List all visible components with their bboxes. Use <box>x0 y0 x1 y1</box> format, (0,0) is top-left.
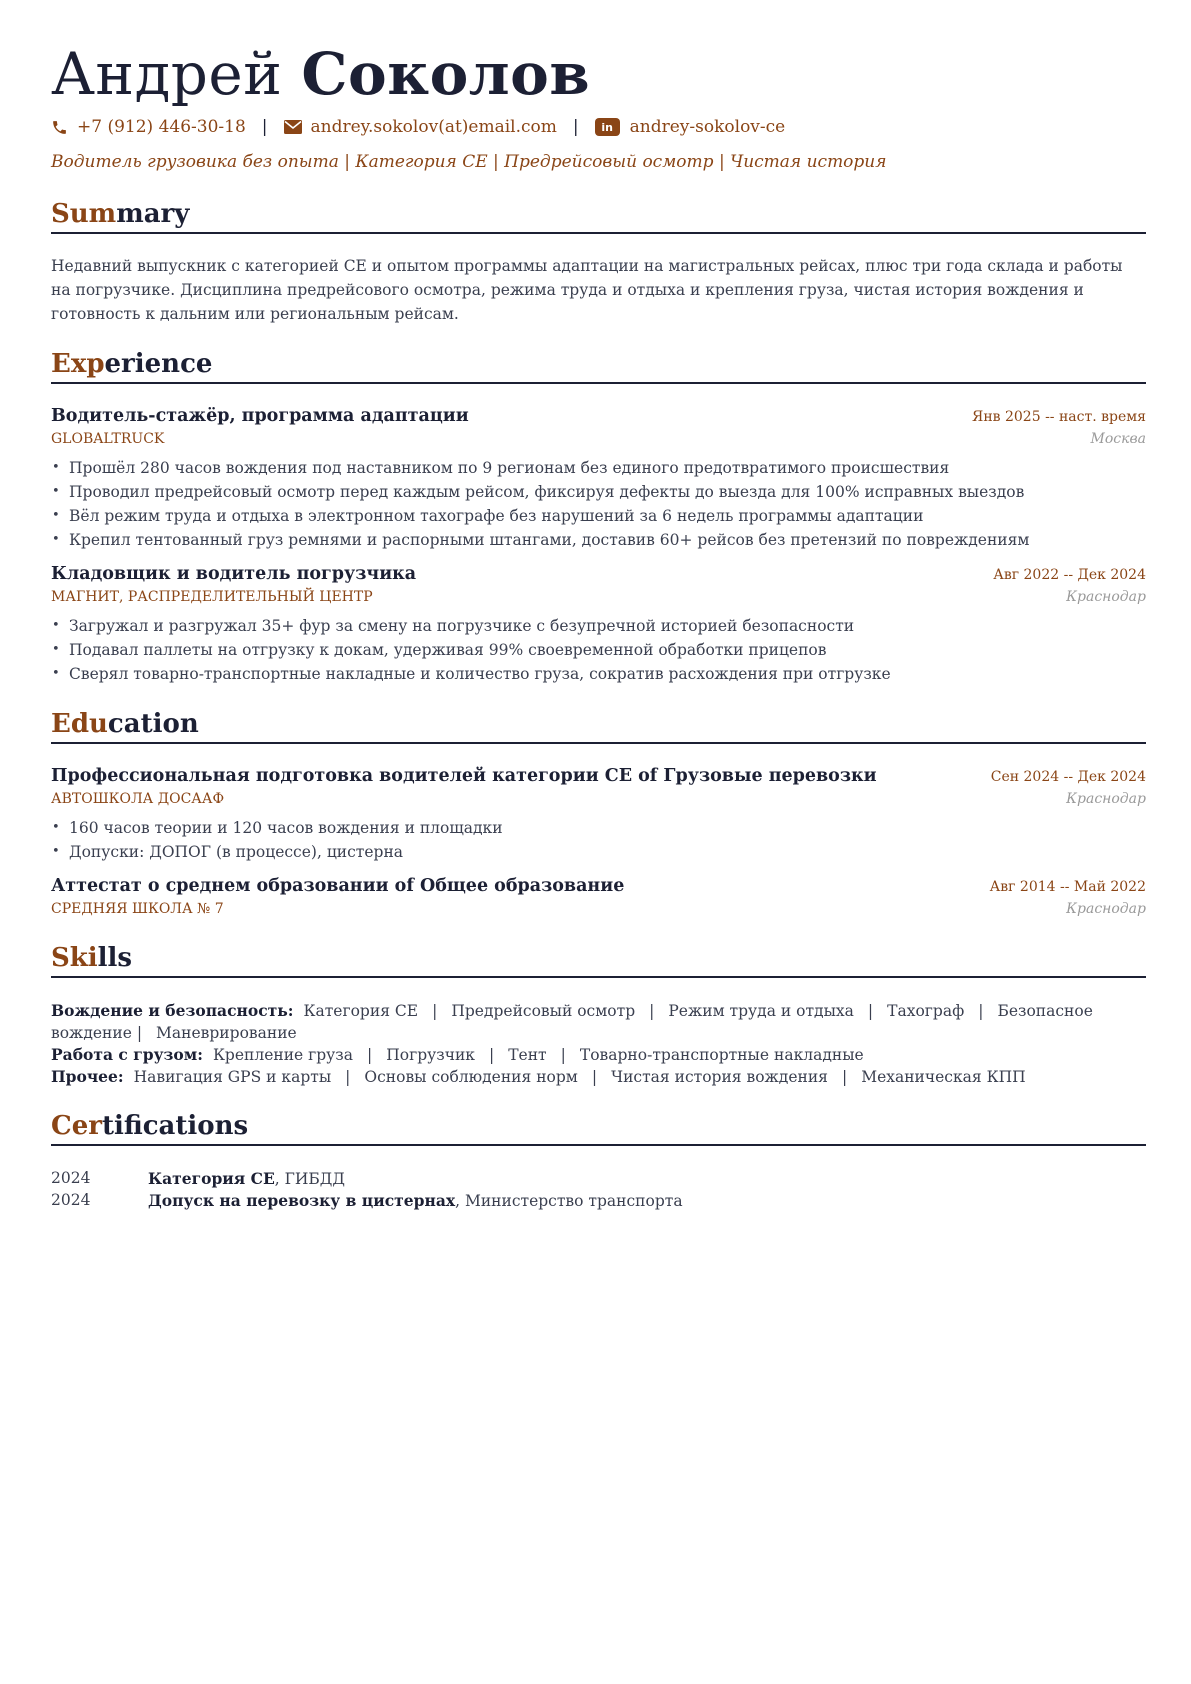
certification-issuer: , Министерство транспорта <box>455 1192 683 1210</box>
skill-separator: | <box>345 1068 351 1086</box>
skill-group <box>51 1066 1146 1088</box>
section-heading-skills <box>51 942 1146 978</box>
achievement-item: • Крепил тентованный груз ремнями и распорными штангами, доставив 60+ рейсов без претензий по повреждениям <box>51 528 1146 552</box>
heading-accent: Exp <box>51 349 105 379</box>
experience-entry <box>51 562 1146 686</box>
achievement-list <box>51 456 1146 552</box>
achievement-item: • Сверял товарно-транспортные накладные и количество груза, сократив расхождения при отгрузке <box>51 662 1146 686</box>
certification-name: Допуск на перевозку в цистернах <box>148 1191 456 1210</box>
section-heading-certifications <box>51 1110 1146 1146</box>
achievement-item: • Вёл режим труда и отдыха в электронном тахографе без нарушений за 6 недель программы адаптации <box>51 504 1146 528</box>
job-title: Водитель-стажёр, программа адаптации <box>51 406 469 426</box>
certification-item <box>51 1168 1146 1190</box>
skill-separator: | <box>560 1046 566 1064</box>
skill-item: Категория CE <box>303 1002 419 1020</box>
heading-rest: mary <box>116 199 190 229</box>
education-details <box>51 816 1146 864</box>
institution: АВТОШКОЛА ДОСААФ <box>51 791 225 807</box>
email-contact[interactable] <box>284 117 557 137</box>
last-name: Соколов <box>301 40 591 108</box>
skill-item: Тент <box>508 1046 547 1064</box>
heading-rest: lls <box>97 943 133 973</box>
skill-separator: | <box>978 1002 984 1020</box>
achievement-item: • Прошёл 280 часов вождения под наставником по 9 регионам без единого предотвратимого происшествия <box>51 456 1146 480</box>
phone-icon <box>51 119 68 136</box>
certification-issuer: , ГИБДД <box>274 1170 346 1188</box>
skill-separator: | <box>867 1002 874 1020</box>
date-range: Авг 2014 -- Май 2022 <box>989 879 1146 895</box>
education-entry <box>51 874 1146 920</box>
phone-number: +7 (912) 446-30-18 <box>77 117 246 137</box>
skill-item: Маневрирование <box>156 1024 297 1042</box>
section-heading-education <box>51 708 1146 744</box>
location: Краснодар <box>1066 901 1146 917</box>
skill-group-label: Вождение и безопасность: <box>51 1001 294 1020</box>
headline-tagline: Водитель грузовика без опыта | Категория CE | Предрейсовый осмотр | Чистая история <box>51 152 887 172</box>
email-address: andrey.sokolov(at)email.com <box>310 117 557 137</box>
skill-item: Механическая КПП <box>861 1068 1026 1086</box>
certifications-section <box>51 1110 1146 1212</box>
linkedin-handle: andrey-sokolov-ce <box>629 117 786 137</box>
skill-separator: | <box>591 1068 598 1086</box>
heading-accent: Edu <box>51 709 108 739</box>
summary-text: Недавний выпускник с категорией CE и опытом программы адаптации на магистральных рейсах, плюс три года склада и работы на погрузчике. Дисциплина предрейсового осмотра, режима труда и отдыха и крепления груза, чистая история вождения и готовность к дальним или региональным рейсам. <box>51 257 1123 323</box>
education-entry <box>51 764 1146 864</box>
skills-list <box>51 1000 1146 1088</box>
date-range: Авг 2022 -- Дек 2024 <box>993 567 1146 583</box>
skill-group-label: Работа с грузом: <box>51 1045 203 1064</box>
envelope-icon <box>284 120 302 134</box>
linkedin-icon: in <box>595 118 620 136</box>
heading-rest: tifications <box>101 1111 249 1141</box>
heading-accent: Sum <box>51 199 117 229</box>
education-section <box>51 708 1146 920</box>
skill-item: Тахограф <box>887 1002 965 1020</box>
job-title: Кладовщик и водитель погрузчика <box>51 564 417 584</box>
skill-item: Погрузчик <box>386 1046 475 1064</box>
resume-page <box>51 38 1146 1212</box>
summary-section <box>51 198 1146 326</box>
skill-item: Чистая история вождения <box>611 1068 828 1086</box>
employer: МАГНИТ, РАСПРЕДЕЛИТЕЛЬНЫЙ ЦЕНТР <box>51 589 373 605</box>
location: Москва <box>1090 431 1146 447</box>
heading-accent: Ski <box>51 943 98 973</box>
skill-item: Режим труда и отдыха <box>668 1002 854 1020</box>
contact-separator: | <box>572 117 579 137</box>
skill-item: Крепление груза <box>212 1046 353 1064</box>
skill-item: Навигация GPS и карты <box>133 1068 332 1086</box>
institution: СРЕДНЯЯ ШКОЛА № 7 <box>51 901 224 917</box>
achievement-item: • Подавал паллеты на отгрузку к докам, удерживая 99% своевременной обработки прицепов <box>51 638 1146 662</box>
skill-group-label: Прочее: <box>51 1067 124 1086</box>
first-name: Андрей <box>51 40 283 108</box>
employer: GLOBALTRUCK <box>51 431 165 447</box>
education-detail-item: • 160 часов теории и 120 часов вождения и площадки <box>51 816 1146 840</box>
education-detail-item: • Допуски: ДОПОГ (в процессе), цистерна <box>51 840 1146 864</box>
skill-separator: | <box>488 1046 495 1064</box>
heading-accent: Cer <box>51 1111 102 1141</box>
skill-item: Безопасное вождение <box>51 1002 1093 1042</box>
candidate-name <box>51 38 1146 110</box>
location: Краснодар <box>1066 589 1146 605</box>
experience-section <box>51 348 1146 686</box>
achievement-item: • Проводил предрейсовый осмотр перед каждым рейсом, фиксируя дефекты до выезда для 100% исправных выездов <box>51 480 1146 504</box>
contact-separator: | <box>261 117 268 137</box>
certification-year: 2024 <box>51 1169 91 1187</box>
section-heading-summary <box>51 198 1146 234</box>
experience-entry <box>51 404 1146 552</box>
skill-item: Основы соблюдения норм <box>364 1068 578 1086</box>
degree-title: Аттестат о среднем образовании of Общее образование <box>51 876 625 896</box>
skills-section <box>51 942 1146 1088</box>
skill-item: Предрейсовый осмотр <box>451 1002 636 1020</box>
heading-rest: cation <box>107 709 199 739</box>
date-range: Сен 2024 -- Дек 2024 <box>990 769 1146 785</box>
skill-group <box>51 1000 1146 1044</box>
linkedin-contact[interactable] <box>595 117 786 137</box>
contact-bar <box>51 114 1146 140</box>
location: Краснодар <box>1066 791 1146 807</box>
skill-group <box>51 1044 1146 1066</box>
certification-name: Категория CE <box>148 1169 275 1188</box>
skill-separator: | <box>841 1068 848 1086</box>
section-heading-experience <box>51 348 1146 384</box>
achievement-list <box>51 614 1146 686</box>
skill-item: Товарно-транспортные накладные <box>579 1046 864 1064</box>
certification-year: 2024 <box>51 1191 91 1209</box>
heading-rest: erience <box>104 349 213 379</box>
skill-separator: | <box>367 1046 373 1064</box>
skill-separator: | <box>649 1002 655 1020</box>
date-range: Янв 2025 -- наст. время <box>972 409 1146 425</box>
achievement-item: • Загружал и разгружал 35+ фур за смену на погрузчике с безупречной историей безопасности <box>51 614 1146 638</box>
certification-list <box>51 1168 1146 1212</box>
certification-item <box>51 1190 1146 1212</box>
degree-title: Профессиональная подготовка водителей категории CE of Грузовые перевозки <box>51 766 877 786</box>
phone-contact[interactable] <box>51 117 246 137</box>
skill-separator: | <box>136 1024 143 1042</box>
skill-separator: | <box>432 1002 438 1020</box>
